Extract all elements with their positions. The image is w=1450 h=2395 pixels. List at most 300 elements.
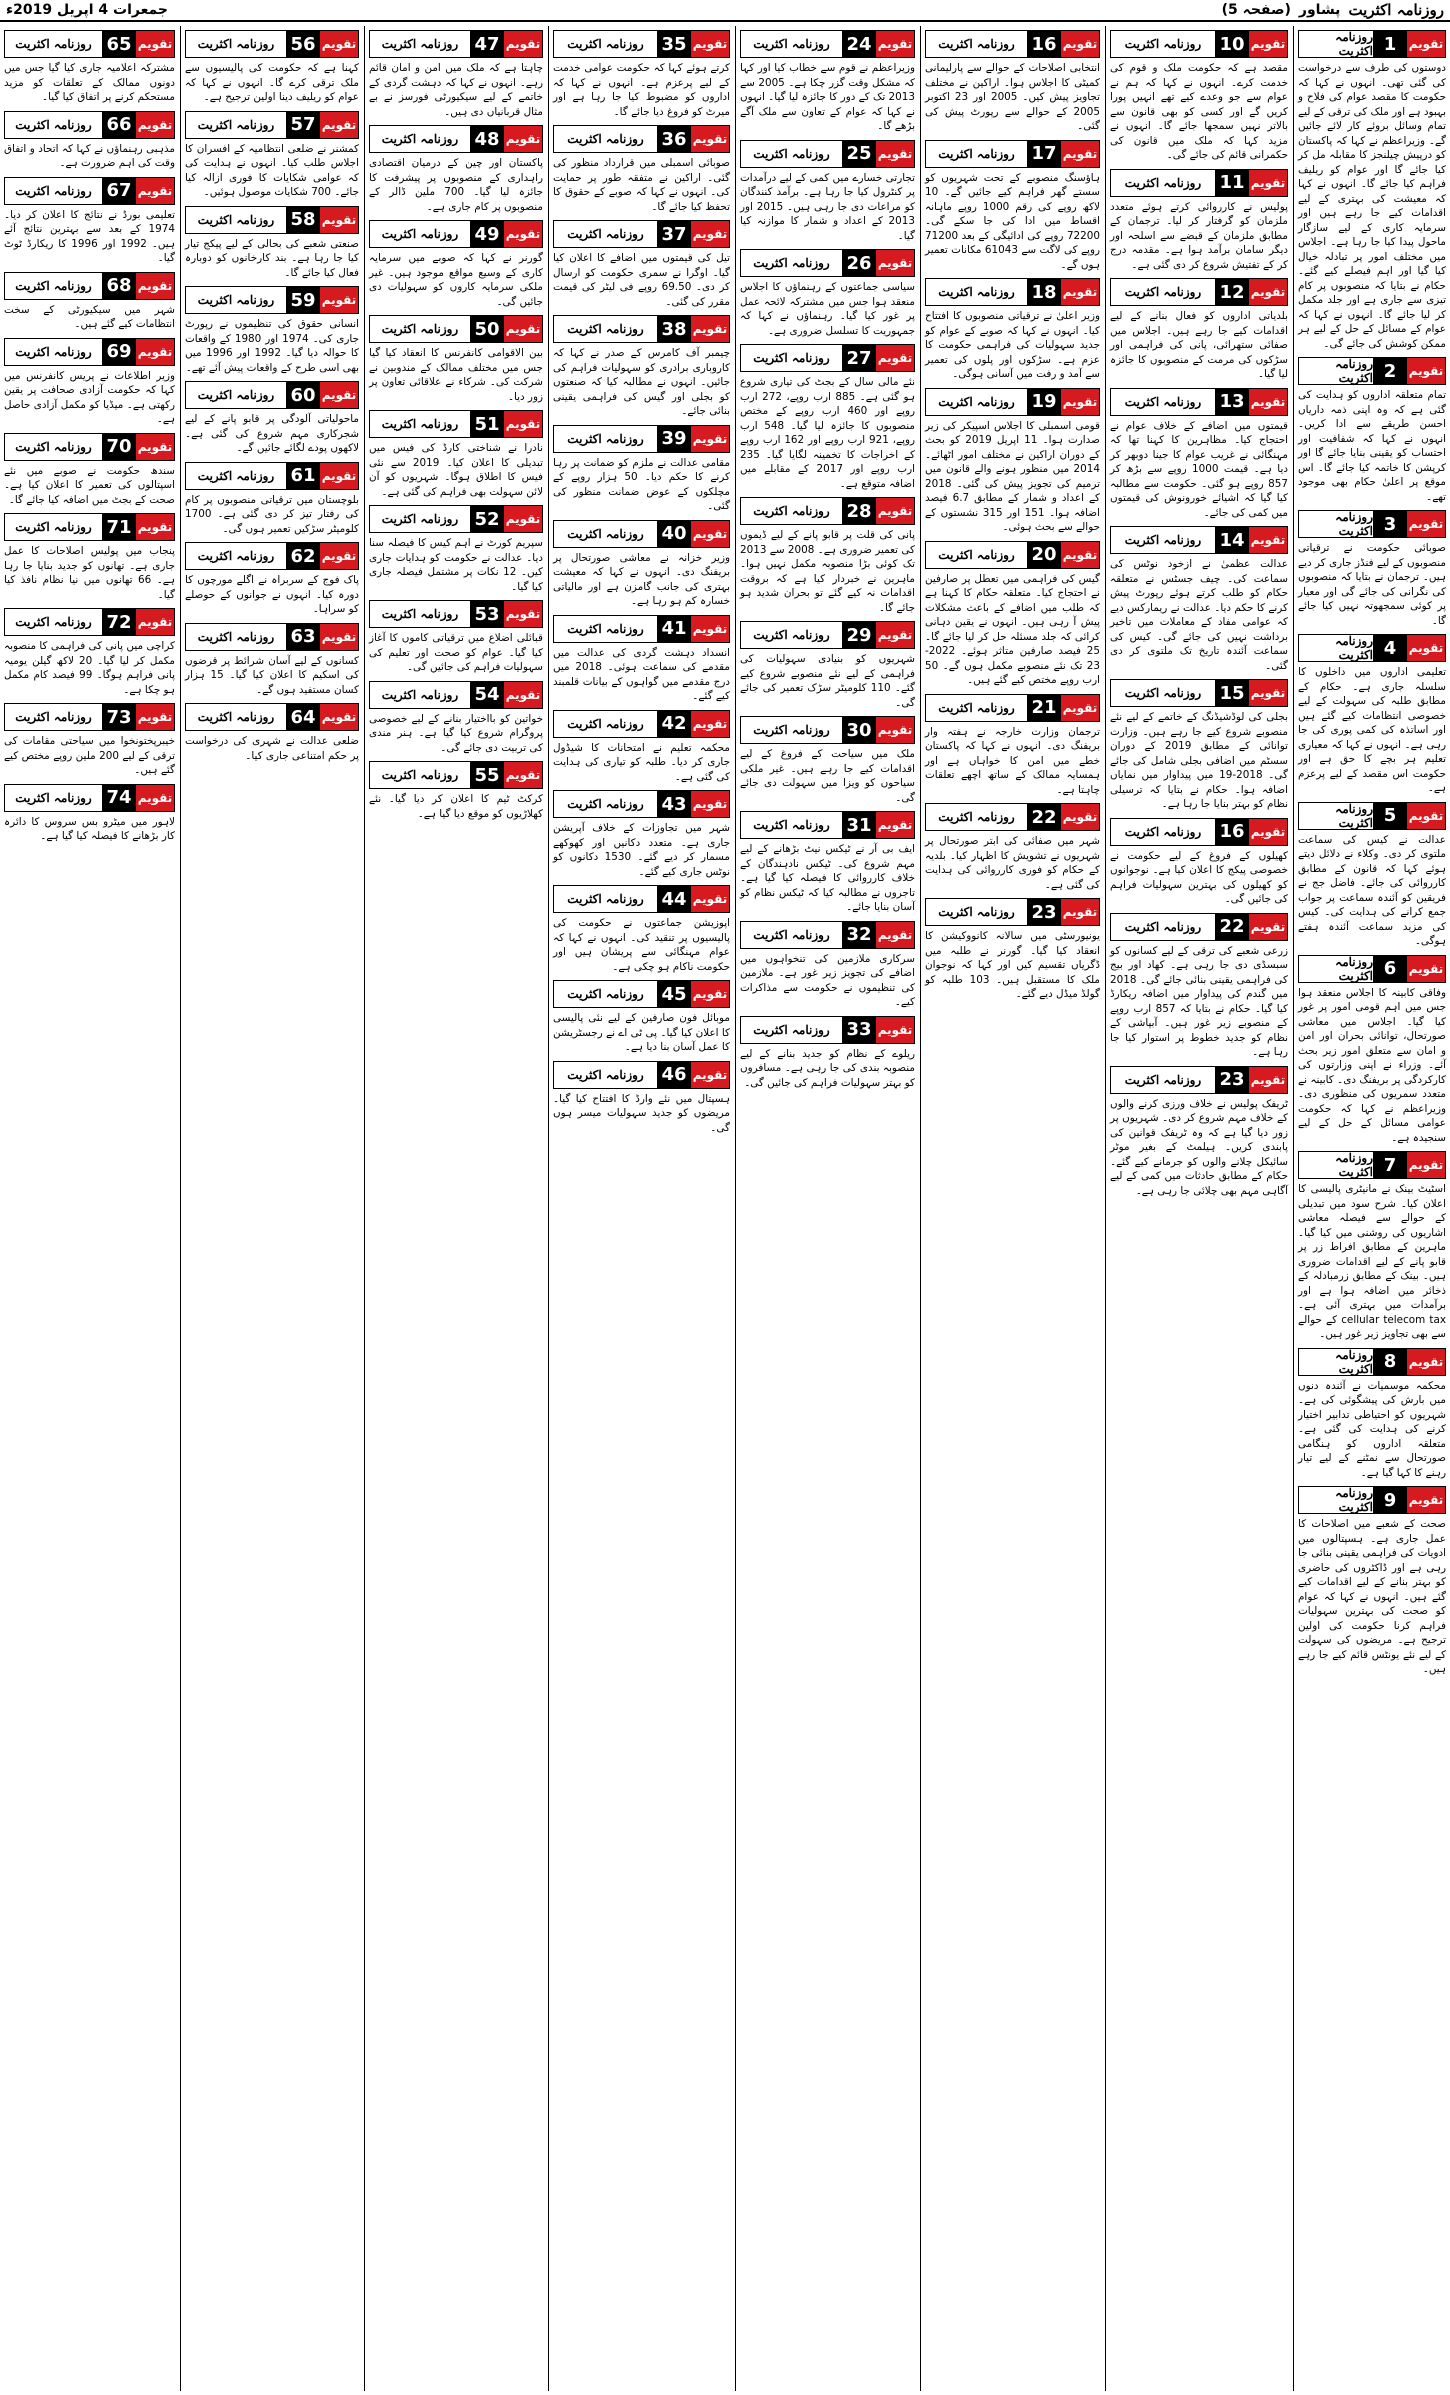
item-header-box	[185, 703, 359, 731]
box-name: روزنامہ اکثریت	[567, 132, 644, 146]
news-column	[0, 26, 179, 2391]
box-logo: تقویم	[691, 616, 729, 642]
city-name: پشاور	[1298, 2, 1341, 18]
news-item	[1298, 357, 1446, 504]
news-item	[740, 249, 915, 338]
item-header-box	[1110, 526, 1288, 554]
item-number: 63	[286, 624, 320, 650]
item-header-box	[1110, 679, 1288, 707]
item-text: ترجمان وزارت خارجہ نے ہفتہ وار بریفنگ دی۔ انہوں نے کہا کہ پاکستان خطے میں امن کا خواہاں ہے اور ہمسایہ ممالک کے ساتھ اچھے تعلقات چاہتا ہے۔	[925, 725, 1100, 796]
box-name: روزنامہ اکثریت	[15, 37, 92, 51]
item-header-box	[1110, 30, 1288, 58]
box-logo: تقویم	[691, 886, 729, 912]
item-number: 2	[1373, 358, 1407, 384]
item-text: ایف بی آر نے ٹیکس نیٹ بڑھانے کے لیے مہم شروع کی۔ ٹیکس نادہندگان کے خلاف کارروائی کا فیصلہ کیا گیا ہے۔ تاجروں نے مطالبہ کیا کہ ٹیکس نظام کو آسان بنایا جائے۔	[740, 843, 915, 913]
item-text: شہریوں کو بنیادی سہولیات کی فراہمی کے لیے نئے منصوبے شروع کیے گئے۔ 110 کلومیٹر سڑک تعمیر کی جائے گی۔	[740, 653, 915, 709]
item-number: 23	[1215, 1067, 1249, 1093]
item-text: شہر میں سیکیورٹی کے سخت انتظامات کیے گئے ہیں۔	[4, 303, 175, 330]
box-logo: تقویم	[691, 711, 729, 737]
box-name: روزنامہ اکثریت	[197, 388, 275, 402]
item-header-box	[369, 681, 543, 709]
box-name: روزنامہ اکثریت	[15, 710, 92, 724]
news-item	[553, 790, 730, 879]
item-header-box	[4, 111, 175, 139]
masthead	[0, 0, 1450, 22]
box-name: روزنامہ اکثریت	[567, 797, 644, 811]
item-text: دوستوں کی طرف سے درخواست کی گئی تھی۔ انہوں نے کہا کہ حکومت کا مقصد عوام کی فلاح و بہبود ہے اور ملک کی ترقی کے لیے تمام وسائل بروئے کار لائے جائیں گے۔ وزیراعظم نے کہا کہ پاکستان کو درپیش چیلنجز کا مقابلہ مل کر کیا جائے گا اور عوام کو ریلیف فراہم کیا جائے گا۔ انہوں نے کہا کہ معیشت کی بہتری کے لیے اقدامات کیے جا رہے ہیں اور سرمایہ کاری کے لیے سازگار ماحول پیدا کیا جا رہا ہے۔ اجلاس میں مختلف امور پر تبادلہ خیال کیا گیا اور اہم فیصلے کیے گئے۔ حکام نے بتایا کہ منصوبوں پر کام تیزی سے جاری ہے اور جلد مکمل کر لیا جائے گا۔ انہوں نے کہا کہ عوام کے مسائل کے حل کے لیے ہر ممکن کوشش کی جائے گی۔	[1298, 62, 1446, 350]
box-name: روزنامہ اکثریت	[381, 132, 459, 146]
item-text: گورنر نے کہا کہ صوبے میں سرمایہ کاری کے وسیع مواقع موجود ہیں۔ غیر ملکی سرمایہ کاروں کو سہولیات دی جائیں گی۔	[369, 252, 543, 308]
box-logo: تقویم	[136, 609, 174, 635]
item-text: تعلیمی بورڈ نے نتائج کا اعلان کر دیا۔ 1974 کے بعد سے بہترین نتائج آئے ہیں۔ 1992 اور 1996 کا ریکارڈ ٹوٹ گیا۔	[4, 208, 175, 264]
box-name: روزنامہ اکثریت	[753, 818, 830, 832]
news-column	[920, 26, 1104, 2391]
box-logo: تقویم	[1249, 680, 1287, 706]
item-header-box	[4, 272, 175, 300]
box-logo: تقویم	[876, 622, 914, 648]
item-text: کمشنر نے ضلعی انتظامیہ کے افسران کا اجلاس طلب کیا۔ انہوں نے ہدایت کی کہ عوامی شکایات کا فوری ازالہ کیا جائے۔ 700 شکایات موصول ہوئیں۔	[185, 142, 359, 198]
box-name: روزنامہ اکثریت	[1124, 686, 1202, 700]
box-name: روزنامہ اکثریت	[938, 700, 1015, 715]
box-logo: تقویم	[1407, 1349, 1445, 1375]
box-name: روزنامہ اکثریت	[567, 987, 644, 1001]
item-number: 7	[1373, 1152, 1407, 1178]
item-text: مقصد ہے کہ حکومت ملک و قوم کی خدمت کرے۔ انہوں نے کہا کہ ہم نے عوام سے جو وعدے کیے تھے انہیں پورا کریں گے اور کسی کو بھی قانون سے بالاتر نہیں سمجھا جائے گا۔ انہوں نے مزید کہا کہ ملک میں قانون کی حکمرانی قائم کی جائے گی۔	[1110, 62, 1288, 161]
item-text: پولیس نے کارروائی کرتے ہوئے متعدد ملزمان کو گرفتار کر لیا۔ ترجمان کے مطابق ملزمان کے قبضے سے اسلحہ اور دیگر سامان برآمد ہوا ہے۔ مقدمہ درج کر کے تفتیش شروع کر دی گئی ہے۔	[1110, 200, 1288, 271]
news-item	[553, 980, 730, 1055]
item-number: 60	[286, 382, 320, 408]
box-name: روزنامہ اکثریت	[938, 810, 1015, 824]
news-item	[1298, 1348, 1446, 1481]
news-item	[1110, 818, 1288, 907]
item-header-box	[369, 30, 543, 58]
item-text: عدالت نے کیس کی سماعت ملتوی کر دی۔ وکلاء نے دلائل دیتے ہوئے کہا کہ قانون کے مطابق کارروائی کی جائے۔ فاضل جج نے فریقین کو آئندہ سماعت پر جواب جمع کرانے کی ہدایت کی۔ کیس کی مزید سماعت آئندہ ہفتے ہوگی۔	[1298, 833, 1446, 947]
item-text: کسانوں کے لیے آسان شرائط پر قرضوں کی اسکیم کا اعلان کیا گیا۔ 15 ہزار کسان مستفید ہوں گے۔	[185, 654, 360, 696]
news-item	[1298, 510, 1446, 628]
box-logo: تقویم	[876, 812, 914, 838]
item-text: پنجاب میں پولیس اصلاحات کا عمل جاری ہے۔ تھانوں کو جدید بنایا جا رہا ہے۔ 66 تھانوں میں نیا نظام نافذ کیا گیا۔	[4, 545, 175, 601]
news-item	[4, 272, 175, 332]
box-logo: تقویم	[136, 339, 174, 365]
item-header-box	[1298, 634, 1446, 662]
item-text: نادرا نے شناختی کارڈ کی فیس میں تبدیلی کا اعلان کیا۔ 2019 سے نئی فیس کا اطلاق ہوگا۔ شہریوں کو آن لائن سہولت بھی فراہم کی گئی ہے۔	[369, 442, 543, 498]
news-column	[180, 26, 363, 2391]
news-item	[1110, 388, 1288, 521]
item-number: 61	[286, 463, 320, 489]
item-number: 4	[1373, 635, 1407, 661]
box-logo: تقویم	[320, 382, 358, 408]
item-number: 16	[1215, 819, 1249, 845]
box-logo: تقویم	[1249, 279, 1287, 305]
box-logo: تقویم	[691, 521, 729, 547]
item-number: 43	[657, 791, 691, 817]
box-name: روزنامہ اکثریت	[381, 227, 459, 241]
item-text: عدالت عظمیٰ نے ازخود نوٹس کی سماعت کی۔ چیف جسٹس نے متعلقہ حکام کو طلب کرتے ہوئے رپورٹ پیش کرنے کا حکم دیا۔ عدالت نے ریمارکس دیے کہ عوامی مفاد کے معاملات میں تاخیر برداشت نہیں کی جائے گی۔ کیس کی سماعت آئندہ تاریخ تک ملتوی کر دی گئی۔	[1110, 558, 1288, 672]
item-number: 22	[1215, 914, 1249, 940]
box-logo: تقویم	[691, 31, 729, 57]
box-name: روزنامہ اکثریت	[15, 790, 92, 805]
box-name: روزنامہ اکثریت	[197, 212, 275, 227]
box-logo: تقویم	[1061, 695, 1099, 721]
item-header-box	[185, 462, 359, 490]
box-logo: تقویم	[1249, 31, 1287, 57]
box-name: روزنامہ اکثریت	[1124, 394, 1202, 409]
box-logo: تقویم	[136, 704, 174, 730]
news-item	[925, 541, 1100, 688]
box-logo: تقویم	[1061, 804, 1099, 830]
item-number: 38	[657, 316, 691, 342]
item-text: بجلی کی لوڈشیڈنگ کے خاتمے کے لیے نئے منصوبے شروع کیے جا رہے ہیں۔ وزارت توانائی کے مطابق 2019 کے دوران سسٹم میں اضافی بجلی شامل کی جائے گی۔ 2018-19 میں پیداوار میں نمایاں اضافہ ہوا۔ حکام نے بتایا کہ ترسیلی نظام کو بہتر بنایا جا رہا ہے۔	[1110, 711, 1288, 810]
news-item	[925, 140, 1100, 273]
item-text: ہاؤسنگ منصوبے کے تحت شہریوں کو سستے گھر فراہم کیے جائیں گے۔ 10 لاکھ روپے کی رقم 1000 روپے ماہانہ اقساط میں ادا کی جا سکے گی۔ 72200 روپے کی ادائیگی کے بعد 71200 روپے کی لاگت سے 61043 مکانات تعمیر ہوں گے۔	[925, 171, 1100, 271]
box-name: روزنامہ اکثریت	[938, 905, 1015, 919]
box-logo: تقویم	[136, 514, 174, 540]
box-name: روزنامہ اکثریت	[1124, 37, 1202, 51]
item-number: 50	[470, 316, 504, 342]
item-number: 62	[286, 543, 320, 569]
item-number: 69	[102, 339, 136, 365]
box-logo: تقویم	[1407, 1487, 1445, 1513]
item-number: 24	[842, 31, 876, 57]
box-logo: تقویم	[504, 316, 542, 342]
news-item	[1110, 169, 1288, 273]
item-text: محکمہ تعلیم نے امتحانات کا شیڈول جاری کر دیا۔ طلبہ کو تیاری کی ہدایت کی گئی ہے۔	[553, 741, 730, 783]
box-logo: تقویم	[1407, 803, 1445, 829]
item-header-box	[740, 716, 915, 744]
page-label: (صفحہ 5)	[1221, 2, 1291, 18]
news-column	[1105, 26, 1292, 2391]
box-logo: تقویم	[691, 1062, 729, 1088]
item-header-box	[1298, 1348, 1446, 1376]
news-item	[553, 885, 730, 974]
item-header-box	[369, 410, 543, 438]
item-text: سرکاری ملازمین کی تنخواہوں میں اضافے کی تجویز زیر غور ہے۔ ملازمین کی تنظیموں نے حکومت سے مذاکرات کیے۔	[740, 952, 915, 1008]
item-number: 8	[1373, 1349, 1407, 1375]
item-header-box	[185, 286, 359, 314]
box-logo: تقویم	[691, 316, 729, 342]
news-item	[740, 1016, 915, 1091]
item-header-box	[4, 433, 175, 461]
news-item	[4, 784, 175, 844]
item-number: 42	[657, 711, 691, 737]
box-logo: تقویم	[1249, 389, 1287, 415]
box-name: روزنامہ اکثریت	[381, 37, 459, 51]
box-logo: تقویم	[1061, 542, 1099, 568]
item-number: 48	[470, 126, 504, 152]
news-item	[553, 315, 730, 419]
box-name: روزنامہ اکثریت	[567, 227, 644, 241]
item-text: ریلوے کے نظام کو جدید بنانے کے لیے منصوبہ بندی کی جا رہی ہے۔ مسافروں کو بہتر سہولیات فراہم کی جائیں گی۔	[740, 1047, 915, 1089]
item-number: 31	[842, 812, 876, 838]
news-item	[740, 30, 915, 134]
box-logo: تقویم	[136, 273, 174, 299]
item-text: نئے مالی سال کے بجٹ کی تیاری شروع ہو گئی ہے۔ 885 ارب روپے، 272 ارب روپے اور 460 ارب روپے کے مختص منصوبوں کا جائزہ لیا گیا۔ 548 ارب روپے، 921 ارب روپے اور 162 ارب روپے کے اخراجات کا تخمینہ لگایا گیا۔ 235 ارب روپے اور 2017 کے مقابلے میں اضافہ متوقع ہے۔	[740, 376, 916, 490]
newspaper-brand: روزنامہ اکثریت	[1348, 1, 1444, 19]
item-number: 6	[1373, 956, 1407, 982]
item-header-box	[740, 497, 915, 525]
item-header-box	[185, 111, 359, 139]
news-item	[4, 608, 175, 697]
box-logo: تقویم	[876, 250, 914, 276]
item-header-box	[4, 703, 175, 731]
news-item	[369, 600, 543, 675]
item-number: 23	[1027, 899, 1061, 925]
item-text: وزیر اطلاعات نے پریس کانفرنس میں کہا کہ حکومت آزادی صحافت پر یقین رکھتی ہے۔ میڈیا کو مکمل آزادی حاصل ہے۔	[4, 369, 175, 425]
news-item	[369, 410, 543, 499]
item-number: 54	[470, 682, 504, 708]
box-name: روزنامہ اکثریت	[1335, 357, 1373, 385]
item-header-box	[925, 140, 1100, 168]
news-item	[4, 433, 175, 508]
item-text: بلوچستان میں ترقیاتی منصوبوں پر کام کی رفتار تیز کر دی گئی ہے۔ 1700 کلومیٹر سڑکیں تعمیر ہوں گی۔	[185, 493, 359, 535]
news-item	[4, 338, 175, 427]
item-header-box	[4, 513, 175, 541]
box-logo: تقویم	[136, 112, 174, 138]
item-number: 37	[657, 221, 691, 247]
box-name: روزنامہ اکثریت	[567, 716, 644, 731]
news-item	[369, 125, 543, 214]
box-name: روزنامہ اکثریت	[567, 621, 644, 636]
box-name: روزنامہ اکثریت	[567, 431, 644, 446]
box-logo: تقویم	[320, 624, 358, 650]
item-header-box	[4, 784, 175, 812]
box-logo: تقویم	[1407, 31, 1445, 57]
item-header-box	[1298, 1486, 1446, 1514]
item-number: 10	[1215, 31, 1249, 57]
news-item	[4, 703, 175, 778]
item-number: 36	[657, 126, 691, 152]
news-item	[1298, 634, 1446, 796]
issue-date: جمعرات 4 اپریل 2019ء	[6, 2, 168, 18]
item-text: سندھ حکومت نے صوبے میں نئے اسپتالوں کی تعمیر کا اعلان کیا ہے۔ صحت کے بجٹ میں اضافہ کیا جائے گا۔	[4, 464, 175, 506]
item-number: 14	[1215, 527, 1249, 553]
box-logo: تقویم	[320, 463, 358, 489]
masthead-title	[1222, 1, 1444, 19]
item-number: 15	[1215, 680, 1249, 706]
box-name: روزنامہ اکثریت	[753, 504, 830, 518]
news-item	[4, 513, 175, 602]
item-text: انسداد دہشت گردی کی عدالت میں مقدمے کی سماعت ہوئی۔ 2018 میں درج مقدمے میں گواہوں کے بیانات قلمبند کیے گئے۔	[553, 646, 730, 702]
item-header-box	[925, 388, 1100, 416]
item-number: 45	[657, 981, 691, 1007]
item-number: 17	[1027, 141, 1061, 167]
box-logo: تقویم	[1407, 358, 1445, 384]
item-number: 18	[1027, 279, 1061, 305]
item-text: وزیر خزانہ نے معاشی صورتحال پر بریفنگ دی۔ انہوں نے کہا کہ معیشت بہتری کی جانب گامزن ہے اور مالیاتی خسارہ کم ہو رہا ہے۔	[553, 551, 730, 607]
item-text: سیاسی جماعتوں کے رہنماؤں کا اجلاس منعقد ہوا جس میں مشترکہ لائحہ عمل پر غور کیا گیا۔ رہنماؤں نے کہا کہ جمہوریت کا تسلسل ضروری ہے۔	[740, 281, 915, 337]
box-logo: تقویم	[1407, 635, 1445, 661]
news-item	[369, 30, 543, 119]
item-text: پانی کی قلت پر قابو پانے کے لیے ڈیموں کی تعمیر ضروری ہے۔ 2008 سے 2013 تک کوئی بڑا منصوبہ مکمل نہیں ہوا۔ ماہرین نے خبردار کیا ہے کہ بروقت اقدامات نہ کیے گئے تو بحران شدید ہو جائے گا۔	[740, 529, 915, 614]
item-text: شہر میں تجاوزات کے خلاف آپریشن جاری ہے۔ متعدد دکانیں اور کھوکھے مسمار کر دیے گئے۔ 1530 دکانوں کو نوٹس جاری کیے گئے۔	[553, 822, 730, 878]
news-item	[740, 344, 915, 491]
item-number: 27	[842, 345, 876, 371]
item-number: 1	[1373, 31, 1407, 57]
box-name: روزنامہ اکثریت	[1335, 30, 1373, 58]
news-item	[553, 1061, 730, 1136]
item-text: کرتے ہوئے کہا کہ حکومت عوامی خدمت کے لیے پرعزم ہے۔ انہوں نے کہا کہ اداروں کو مضبوط کیا جا رہا ہے اور میرٹ کو فروغ دیا جائے گا۔	[553, 62, 730, 118]
item-text: پاک فوج کے سربراہ نے اگلے مورچوں کا دورہ کیا۔ انہوں نے جوانوں کے حوصلے کو سراہا۔	[185, 574, 359, 615]
box-logo: تقویم	[320, 31, 358, 57]
box-name: روزنامہ اکثریت	[197, 293, 275, 307]
box-name: روزنامہ اکثریت	[1335, 510, 1373, 538]
item-number: 21	[1027, 695, 1061, 721]
news-item	[925, 278, 1100, 382]
item-text: مقامی عدالت نے ملزم کو ضمانت پر رہا کرنے کا حکم دیا۔ 50 ہزار روپے کے مچلکوں کے عوض ضمانت منظور کی گئی۔	[553, 456, 730, 512]
box-name: روزنامہ اکثریت	[753, 146, 830, 161]
box-logo: تقویم	[691, 791, 729, 817]
item-text: خیبرپختونخوا میں سیاحتی مقامات کی ترقی کے لیے 200 ملین روپے مختص کیے گئے ہیں۔	[4, 735, 175, 776]
news-item	[4, 111, 175, 171]
item-number: 68	[102, 273, 136, 299]
news-item	[369, 761, 543, 821]
box-logo: تقویم	[1249, 170, 1287, 196]
box-logo: تقویم	[136, 434, 174, 460]
news-item	[553, 520, 730, 609]
news-column	[548, 26, 734, 2391]
item-text: موبائل فون صارفین کے لیے نئی پالیسی کا اعلان کیا گیا۔ پی ٹی اے نے رجسٹریشن کا عمل آسان بنا دیا ہے۔	[553, 1012, 730, 1053]
item-text: ہسپتال میں نئے وارڈ کا افتتاح کیا گیا۔ مریضوں کو جدید سہولیات میسر ہوں گی۔	[553, 1092, 730, 1134]
box-name: روزنامہ اکثریت	[381, 322, 459, 336]
box-logo: تقویم	[320, 112, 358, 138]
box-logo: تقویم	[504, 506, 542, 532]
item-header-box	[553, 315, 730, 343]
item-text: کرکٹ ٹیم کا اعلان کر دیا گیا۔ نئے کھلاڑیوں کو موقع دیا گیا ہے۔	[369, 793, 543, 820]
box-logo: تقویم	[1249, 1067, 1287, 1093]
item-number: 32	[842, 922, 876, 948]
box-name: روزنامہ اکثریت	[197, 629, 275, 644]
box-name: روزنامہ اکثریت	[381, 687, 459, 702]
item-number: 66	[102, 112, 136, 138]
box-logo: تقویم	[876, 717, 914, 743]
item-number: 35	[657, 31, 691, 57]
box-logo: تقویم	[504, 762, 542, 788]
item-header-box	[369, 315, 543, 343]
box-logo: تقویم	[876, 141, 914, 167]
news-item	[553, 425, 730, 514]
item-header-box	[1298, 1151, 1446, 1179]
box-logo: تقویم	[504, 31, 542, 57]
news-column	[364, 26, 547, 2391]
box-logo: تقویم	[504, 221, 542, 247]
item-number: 52	[470, 506, 504, 532]
item-header-box	[553, 615, 730, 643]
item-text: ضلعی عدالت نے شہری کی درخواست پر حکم امتناعی جاری کیا۔	[185, 735, 359, 762]
news-item	[553, 710, 730, 785]
item-number: 74	[102, 785, 136, 811]
item-text: سپریم کورٹ نے اہم کیس کا فیصلہ سنا دیا۔ عدالت نے حکومت کو ہدایات جاری کیں۔ 12 نکات پر مشتمل فیصلہ جاری کیا گیا۔	[369, 537, 543, 593]
box-name: روزنامہ اکثریت	[938, 37, 1015, 51]
item-number: 13	[1215, 389, 1249, 415]
news-item	[1298, 802, 1446, 949]
news-item	[925, 388, 1100, 535]
box-name: روزنامہ اکثریت	[381, 417, 459, 431]
news-item	[185, 703, 359, 763]
box-name: روزنامہ اکثریت	[1335, 954, 1373, 983]
item-header-box	[185, 542, 359, 570]
item-text: زرعی شعبے کی ترقی کے لیے کسانوں کو سبسڈی دی جا رہی ہے۔ کھاد اور بیج کی فراہمی یقینی بنائی جائے گی۔ 2018 میں گندم کی پیداوار میں اضافہ ریکارڈ کیا گیا۔ حکام نے بتایا کہ 857 ارب روپے کے منصوبے زیر غور ہیں۔ آبپاشی کے نظام کو جدید خطوط پر استوار کیا جا رہا ہے۔	[1110, 944, 1288, 1058]
news-column	[735, 26, 919, 2391]
item-number: 51	[470, 411, 504, 437]
box-name: روزنامہ اکثریت	[197, 117, 275, 132]
box-name: روزنامہ اکثریت	[567, 1067, 644, 1082]
item-number: 39	[657, 426, 691, 452]
item-text: اسٹیٹ بینک نے مانیٹری پالیسی کا اعلان کیا۔ شرح سود میں تبدیلی کے حوالے سے فیصلہ معاشی اشاریوں کی روشنی میں کیا گیا۔ ماہرین کے مطابق افراط زر پر قابو پانے کے لیے اقدامات ضروری ہیں۔ بینک کے مطابق زرمبادلہ کے ذخائر میں اضافہ ہوا ہے اور برآمدات میں بہتری آئی ہے۔ cellular telecom tax کے حوالے سے بھی تجاویز زیر غور ہیں۔	[1298, 1183, 1446, 1340]
news-item	[185, 623, 359, 698]
news-item	[369, 315, 543, 404]
item-number: 25	[842, 141, 876, 167]
news-item	[553, 125, 730, 214]
item-header-box	[553, 1061, 730, 1089]
item-text: تمام متعلقہ اداروں کو ہدایت کی گئی ہے کہ وہ اپنی ذمہ داریاں احسن طریقے سے ادا کریں۔ انہوں نے کہا کہ شفافیت اور احتساب کو یقینی بنایا جائے گا اور کرپشن کا خاتمہ کیا جائے گا۔ اس موقع پر اعلیٰ حکام بھی موجود تھے۔	[1298, 389, 1446, 503]
item-header-box	[925, 898, 1100, 926]
box-logo: تقویم	[876, 1017, 914, 1043]
item-text: کراچی میں پانی کی فراہمی کا منصوبہ مکمل کر لیا گیا۔ 20 لاکھ گیلن یومیہ پانی فراہم ہوگا۔ 99 فیصد کام مکمل ہو چکا ہے۔	[4, 640, 176, 696]
item-number: 28	[842, 498, 876, 524]
item-header-box	[740, 140, 915, 168]
item-header-box	[925, 278, 1100, 306]
item-text: مذہبی رہنماؤں نے کہا کہ اتحاد و اتفاق وقت کی اہم ضرورت ہے۔	[4, 142, 175, 169]
item-header-box	[369, 125, 543, 153]
item-number: 16	[1027, 31, 1061, 57]
box-logo: تقویم	[1407, 1152, 1445, 1178]
item-number: 26	[842, 250, 876, 276]
item-header-box	[740, 621, 915, 649]
item-text: انتخابی اصلاحات کے حوالے سے پارلیمانی کمیٹی کا اجلاس ہوا۔ اراکین نے مختلف تجاویز پیش کیں۔ 2005 اور 23 اکتوبر 2005 کے حوالے سے رپورٹ پیش کی گئی۔	[925, 62, 1100, 132]
item-header-box	[1110, 169, 1288, 197]
item-number: 55	[470, 762, 504, 788]
news-item	[185, 542, 359, 617]
box-logo: تقویم	[320, 704, 358, 730]
box-logo: تقویم	[691, 981, 729, 1007]
item-header-box	[553, 710, 730, 738]
box-name: روزنامہ اکثریت	[938, 146, 1015, 161]
news-item	[740, 811, 915, 915]
news-item	[185, 286, 359, 375]
item-number: 71	[102, 514, 136, 540]
box-name: روزنامہ اکثریت	[567, 37, 644, 51]
news-item	[553, 615, 730, 704]
news-item	[185, 206, 359, 281]
item-number: 9	[1373, 1487, 1407, 1513]
news-item	[1298, 30, 1446, 351]
box-name: روزنامہ اکثریت	[938, 285, 1015, 299]
item-text: قبائلی اضلاع میں ترقیاتی کاموں کا آغاز کیا گیا۔ عوام کو صحت اور تعلیم کی سہولیات فراہم کی جائیں گی۔	[369, 632, 543, 673]
item-number: 64	[286, 704, 320, 730]
item-text: چاہتا ہے کہ ملک میں امن و امان قائم رہے۔ انہوں نے کہا کہ دہشت گردی کے خاتمے کے لیے سیکیورٹی فورسز نے بے مثال قربانیاں دی ہیں۔	[369, 62, 543, 118]
news-item	[185, 111, 359, 200]
box-name: روزنامہ اکثریت	[15, 183, 92, 198]
item-number: 41	[657, 616, 691, 642]
item-number: 70	[102, 434, 136, 460]
box-name: روزنامہ اکثریت	[753, 927, 830, 942]
item-text: انسانی حقوق کی تنظیموں نے رپورٹ جاری کی۔ 1974 اور 1980 کے واقعات کا حوالہ دیا گیا۔ 1992 اور 1996 میں بھی اسی طرح کے واقعات پیش آئے تھے۔	[185, 318, 359, 374]
item-number: 59	[286, 287, 320, 313]
box-name: روزنامہ اکثریت	[15, 344, 92, 359]
box-name: روزنامہ اکثریت	[567, 892, 644, 906]
news-item	[553, 30, 730, 119]
item-number: 72	[102, 609, 136, 635]
box-name: روزنامہ اکثریت	[1124, 919, 1202, 934]
news-item	[1110, 1066, 1288, 1199]
news-item	[185, 381, 359, 456]
item-text: وفاقی کابینہ کا اجلاس منعقد ہوا جس میں اہم قومی امور پر غور کیا گیا۔ اجلاس میں معاشی صورتحال، توانائی بحران اور امن و امان سے متعلق امور زیر بحث آئے۔ وزراء نے اپنی وزارتوں کی کارکردگی پر بریفنگ دی۔ کابینہ نے متعدد سمریوں کی منظوری دی۔ وزیراعظم نے کہا کہ حکومت عوامی مسائل کے حل کے لیے سنجیدہ ہے۔	[1298, 986, 1446, 1144]
news-item	[740, 497, 915, 615]
item-header-box	[1110, 818, 1288, 846]
news-item	[740, 921, 915, 1010]
item-number: 56	[286, 31, 320, 57]
news-item	[4, 177, 175, 266]
